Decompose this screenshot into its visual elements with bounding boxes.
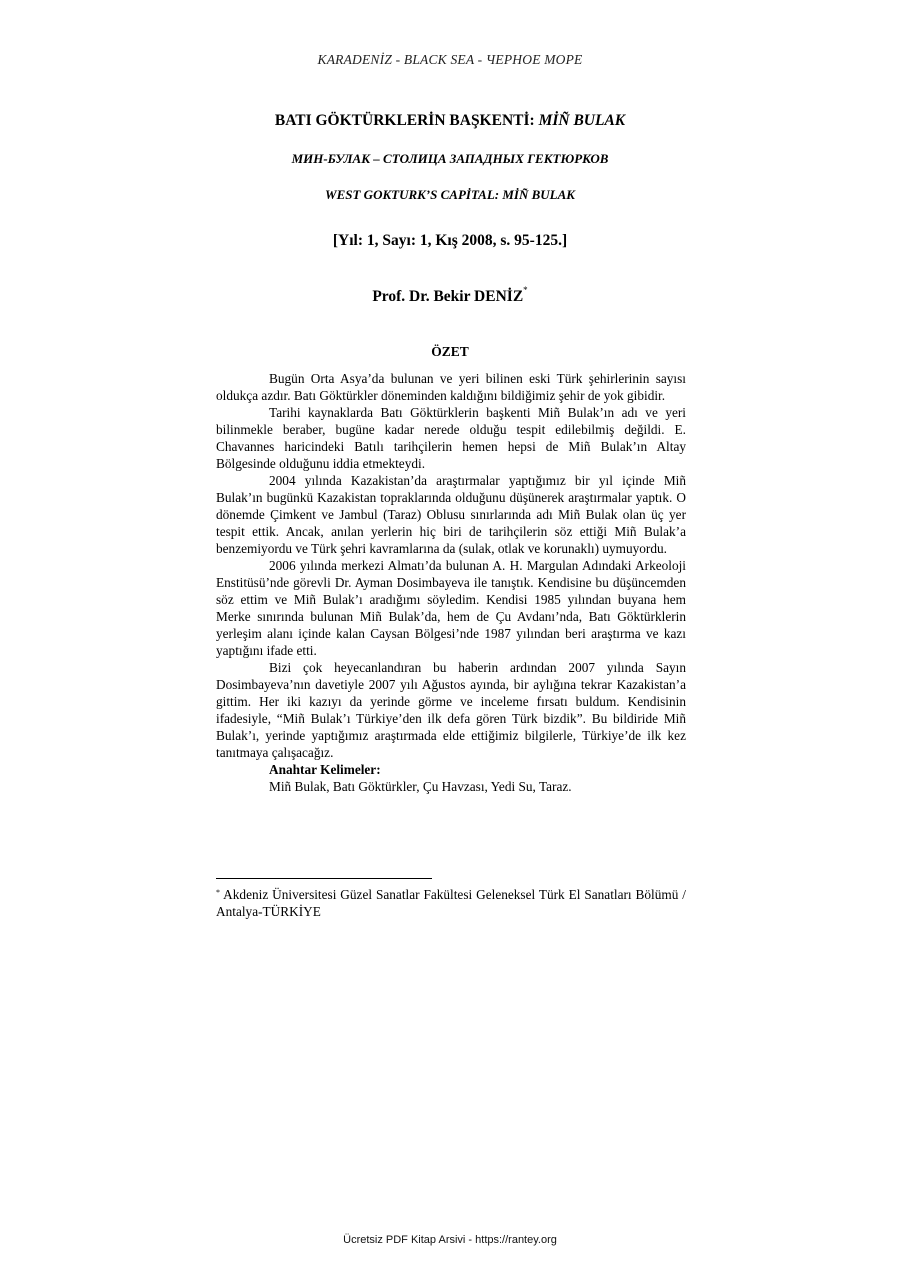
author-line	[0, 285, 900, 306]
issue-citation: [Yıl: 1, Sayı: 1, Kış 2008, s. 95-125.]	[332, 232, 568, 249]
abstract-paragraph: Bugün Orta Asya’da bulunan ve yeri bilinen eski Türk şehirlerinin sayısı oldukça azdır. Batı Göktürkler döneminden kaldığını bildiğimiz şehir de yok gibidir.	[216, 371, 686, 403]
paper-title-russian: МИН-БУЛАК – СТОЛИЦА ЗАПАДНЫХ ГЕКТЮРКОВ	[291, 151, 609, 166]
abstract-paragraph: Bizi çok heyecanlandıran bu haberin ardından 2007 yılında Sayın Dosimbayeva’nın davetiyle 2007 yılı Ağustos ayında, bir aylığına tekrar Kazakistan’a gittim. Her iki kazıyı da yerinde görme ve inceleme fırsatı buldum. Kendisinin ifadesiyle, “Miñ Bulak’ı Türkiye’den ilk defa gören Türk bizdik”. Bu bildiride Miñ Bulak’ı, yerinde yaptığımız araştırmada elde ettiğimiz bilgilerle, Türkiye’de ilk kez tanıtmaya çalışacağız.	[216, 660, 686, 760]
paper-title-english: WEST GOKTURK’S CAPİTAL: MİÑ BULAK	[325, 187, 575, 202]
footnote-text: Akdeniz Üniversitesi Güzel Sanatlar Fakültesi Geleneksel Türk El Sanatları Bölümü / Antalya-TÜRKİYE	[216, 887, 686, 919]
abstract-body	[216, 370, 686, 795]
running-header: KARADENİZ - BLACK SEA - ЧЕРНОЕ МОРЕ	[317, 52, 583, 67]
title-main-text: BATI GÖKTÜRKLERİN BAŞKENTİ:	[274, 112, 539, 129]
footnote-mark: *	[216, 888, 220, 897]
page-footer: Ücretsiz PDF Kitap Arsivi - https://rantey.org	[343, 1234, 557, 1246]
abstract-paragraph: 2004 yılında Kazakistan’da araştırmalar yaptığımız bir yıl içinde Miñ Bulak’ın bugünkü Kazakistan topraklarında olduğunu düşünerek araştırmalar yaptık. O dönemde Çimkent ve Jambul (Taraz) Oblusu sınırlarında adı Miñ Bulak olan üç yer tespit ettik. Ancak, anılan yerlerin hiç biri de tarihçilerin söz ettiği Miñ Bulak’a benzemiyordu ve Türk şehri kavramlarına da (sulak, otlak ve korunaklı) uymuyordu.	[216, 473, 686, 556]
paper-title-turkish	[0, 112, 900, 130]
author-name: Prof. Dr. Bekir DENİZ	[372, 288, 524, 305]
keywords-label: Anahtar Kelimeler:	[269, 762, 381, 777]
title-emphasis-text: MİÑ BULAK	[538, 112, 626, 129]
abstract-heading: ÖZET	[431, 344, 469, 359]
footnote-divider	[216, 878, 432, 879]
author-footnote-mark: *	[523, 285, 528, 295]
abstract-paragraph: Tarihi kaynaklarda Batı Göktürklerin başkenti Miñ Bulak’ın adı ve yeri bilinmekle beraber, bugüne kadar nerede olduğu tespit edilebilmiş değildi. E. Chavannes haricindeki Batılı tarihçilerin hemen hepsi de Miñ Bulak’ın Altay Bölgesinde olduğunu iddia etmekteydi.	[216, 405, 686, 471]
keywords-text: Miñ Bulak, Batı Göktürkler, Çu Havzası, Yedi Su, Taraz.	[269, 779, 572, 794]
abstract-paragraph: 2006 yılında merkezi Almatı’da bulunan A. H. Margulan Adındaki Arkeoloji Enstitüsü’nde görevli Dr. Ayman Dosimbayeva ile tanıştık. Kendisine bu düşüncemden söz ettim ve Miñ Bulak’ı aradığımı söyledim. Kendisi 1985 yılından buyana hem Merke sınırında bulunan Miñ Bulak’da, hem de Çu Avdanı’nda, Batı Göktürklerin yerleşim alanı içinde kalan Caysan Bölgesi’nde 1987 yılından beri araştırma ve kazı yaptığını ifade etti.	[216, 558, 686, 658]
footnote	[216, 886, 686, 920]
